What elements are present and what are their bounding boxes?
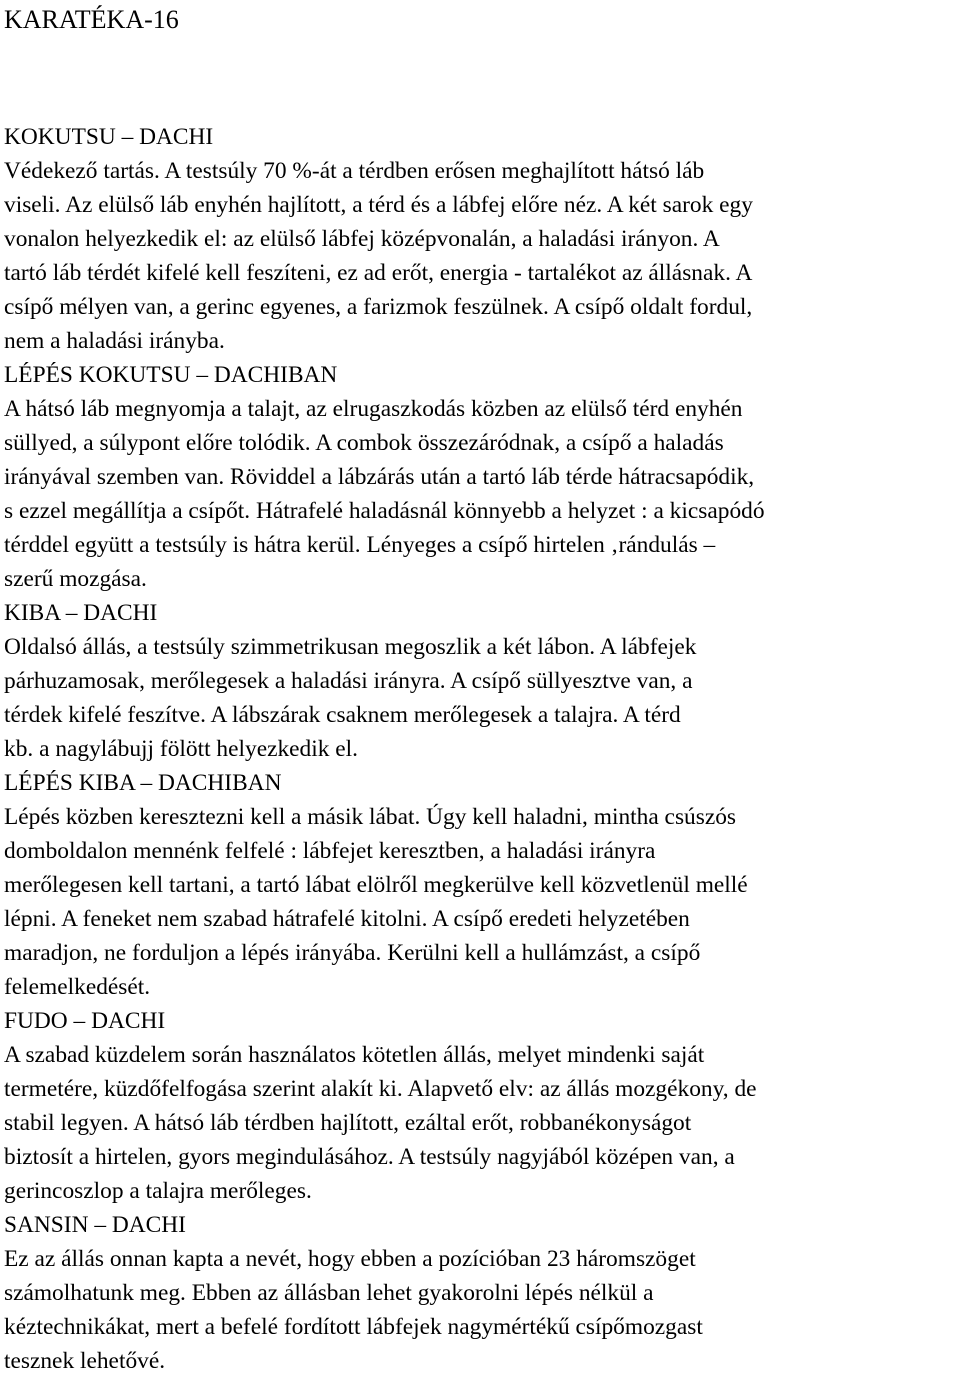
text-line: Ez az állás onnan kapta a nevét, hogy ebben a pozícióban 23 háromszöget <box>4 1246 696 1272</box>
section-paragraph <box>4 800 958 1004</box>
text-line: Lépés közben keresztezni kell a másik lábat. Úgy kell haladni, mintha csúszós <box>4 804 737 830</box>
section-kokutsu-dachi <box>4 120 958 358</box>
text-line: párhuzamosak, merőlegesek a haladási irányra. A csípő süllyesztve van, a <box>4 668 693 694</box>
text-line: felemelkedését. <box>4 974 151 1000</box>
text-line: szerű mozgása. <box>4 566 147 592</box>
text-line: merőlegesen kell tartani, a tartó lábat elölről megkerülve kell közvetlenül mellé <box>4 872 748 898</box>
text-line: stabil legyen. A hátsó láb térdben hajlított, ezáltal erőt, robbanékonyságot <box>4 1110 692 1136</box>
text-line: gerincoszlop a talajra merőleges. <box>4 1178 312 1204</box>
section-lepes-kokutsu-dachiban <box>4 358 958 596</box>
section-paragraph <box>4 154 958 358</box>
text-line: térddel együtt a testsúly is hátra kerül. Lényeges a csípő hirtelen ‚rándulás – <box>4 532 716 558</box>
text-line: termetére, küzdőfelfogása szerint alakít ki. Alapvető elv: az állás mozgékony, de <box>4 1076 757 1102</box>
text-line: kb. a nagylábujj fölött helyezkedik el. <box>4 736 359 762</box>
text-line: domboldalon mennénk felfelé : lábfejet keresztben, a haladási irányra <box>4 838 656 864</box>
section-lepes-kiba-dachiban <box>4 766 958 1004</box>
text-line: számolhatunk meg. Ebben az állásban lehet gyakorolni lépés nélkül a <box>4 1280 654 1306</box>
section-kiba-dachi <box>4 596 958 766</box>
section-paragraph <box>4 1242 958 1378</box>
section-heading: SANSIN – DACHI <box>4 1212 186 1238</box>
text-line: nem a haladási irányba. <box>4 328 225 354</box>
section-sansin-dachi <box>4 1208 958 1378</box>
text-line: A hátsó láb megnyomja a talajt, az elrugaszkodás közben az elülső térd enyhén <box>4 396 743 422</box>
document-title: KARATÉKA-16 <box>4 5 179 34</box>
section-heading: LÉPÉS KOKUTSU – DACHIBAN <box>4 362 338 388</box>
text-line: kéztechnikákat, mert a befelé fordított lábfejek nagymértékű csípőmozgast <box>4 1314 703 1340</box>
text-line: vonalon helyezkedik el: az elülső lábfej középvonalán, a haladási irányon. A <box>4 226 720 252</box>
section-heading: LÉPÉS KIBA – DACHIBAN <box>4 770 282 796</box>
text-line: tartó láb térdét kifelé kell feszíteni, ez ad erőt, energia - tartalékot az állásnak. A <box>4 260 753 286</box>
section-paragraph <box>4 392 958 596</box>
text-line: s ezzel megállítja a csípőt. Hátrafelé haladásnál könnyebb a helyzet : a kicsapódó <box>4 498 765 524</box>
title-spacer <box>4 37 958 120</box>
section-heading: KOKUTSU – DACHI <box>4 124 214 150</box>
text-line: lépni. A feneket nem szabad hátrafelé kitolni. A csípő eredeti helyzetében <box>4 906 690 932</box>
text-line: csípő mélyen van, a gerinc egyenes, a farizmok feszülnek. A csípő oldalt fordul, <box>4 294 753 320</box>
text-line: maradjon, ne forduljon a lépés irányába. Kerülni kell a hullámzást, a csípő <box>4 940 701 966</box>
text-line: biztosít a hirtelen, gyors megindulásához. A testsúly nagyjából középen van, a <box>4 1144 735 1170</box>
text-line: térdek kifelé feszítve. A lábszárak csaknem merőlegesek a talajra. A térd <box>4 702 681 728</box>
section-fudo-dachi <box>4 1004 958 1208</box>
text-line: A szabad küzdelem során használatos kötetlen állás, melyet mindenki saját <box>4 1042 705 1068</box>
document-page <box>4 0 958 1378</box>
section-paragraph <box>4 1038 958 1208</box>
section-heading: FUDO – DACHI <box>4 1008 166 1034</box>
text-line: viseli. Az elülső láb enyhén hajlított, a térd és a lábfej előre néz. A két sarok egy <box>4 192 753 218</box>
section-paragraph <box>4 630 958 766</box>
text-line: tesznek lehetővé. <box>4 1348 166 1374</box>
text-line: süllyed, a súlypont előre tolódik. A combok összezáródnak, a csípő a haladás <box>4 430 724 456</box>
text-line: Oldalsó állás, a testsúly szimmetrikusan megoszlik a két lábon. A lábfejek <box>4 634 697 660</box>
text-line: irányával szemben van. Röviddel a lábzárás után a tartó láb térde hátracsapódik, <box>4 464 755 490</box>
section-heading: KIBA – DACHI <box>4 600 158 626</box>
text-line: Védekező tartás. A testsúly 70 %-át a térdben erősen meghajlított hátsó láb <box>4 158 705 184</box>
